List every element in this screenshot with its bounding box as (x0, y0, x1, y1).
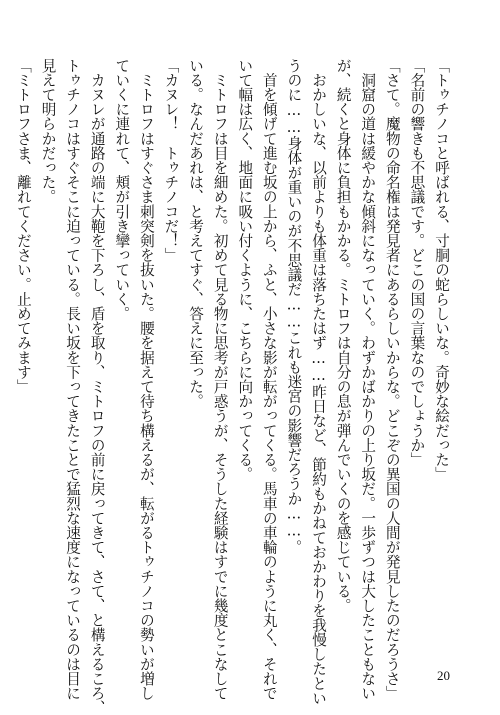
text-line: ミトロフは目を細めた。初めて見る物に思考が戸惑うが、そうした経験はすでに幾度とこなして (211, 58, 229, 701)
page-number: 20 (437, 668, 450, 683)
text-line: 洞窟の道は緩やかな傾斜になっていく。わずかばかりの上り坂だ。一歩ずつは大したこともない (359, 58, 377, 701)
text-line: 「ミトロフさま、離れてください。止めてみます」 (14, 58, 32, 394)
text-line: ていくに連れて、頬が引き攣っていく。 (113, 58, 131, 321)
text-line: 首を傾げて進む坂の上から、ふと、小さな影が転がってくる。馬車の車輪のように丸く、それで (260, 58, 278, 701)
text-line: が、続くと身体に負担もかかる。ミトロフは自分の息が弾んでいくのを感じている。 (334, 58, 352, 613)
text-line: 見えて明らかだった。 (39, 58, 57, 204)
text-line: ミトロフはすぐさま刺突剣を抜いた。腰を据えて待ち構えるが、転がるトゥチノコの勢いが増し (137, 58, 155, 701)
text-line: 「名前の響きも不思議です。どこの国の言葉なのでしょうか」 (408, 58, 426, 467)
text-line: 「カヌレ！ トゥチノコだ！」 (162, 58, 180, 263)
text-line: カヌレが通路の端に大鞄を下ろし、盾を取り、ミトロフの前に戻ってきて、さて、と構えるころ、 (88, 58, 106, 715)
text-line: いる。なんだあれは、と考えてすぐ、答えに至った。 (187, 58, 205, 409)
text-line: おかしいな、以前よりも体重は落ちたはず……昨日など、節約もかねておかわりを我慢したとい (310, 58, 328, 706)
text-line: いて幅は広く、地面に吸い付くように、こちらに向かってくる。 (236, 58, 254, 482)
text-line: 「トゥチノコと呼ばれる、寸胴の蛇らしいな。奇妙な絵だった」 (433, 58, 450, 482)
text-line: トゥチノコはすぐそこに迫っている。長い坂を下ってきたことで猛烈な速度になっているのは目に (64, 58, 82, 701)
text-line: 「さて。魔物の命名権は発見者にあるらしいからな。どこぞの異国の人間が発見したのだろうさ」 (383, 58, 401, 701)
text-line: うのに……身体が重いのが不思議だ……これも迷宮の影響だろうか……。 (285, 58, 303, 555)
